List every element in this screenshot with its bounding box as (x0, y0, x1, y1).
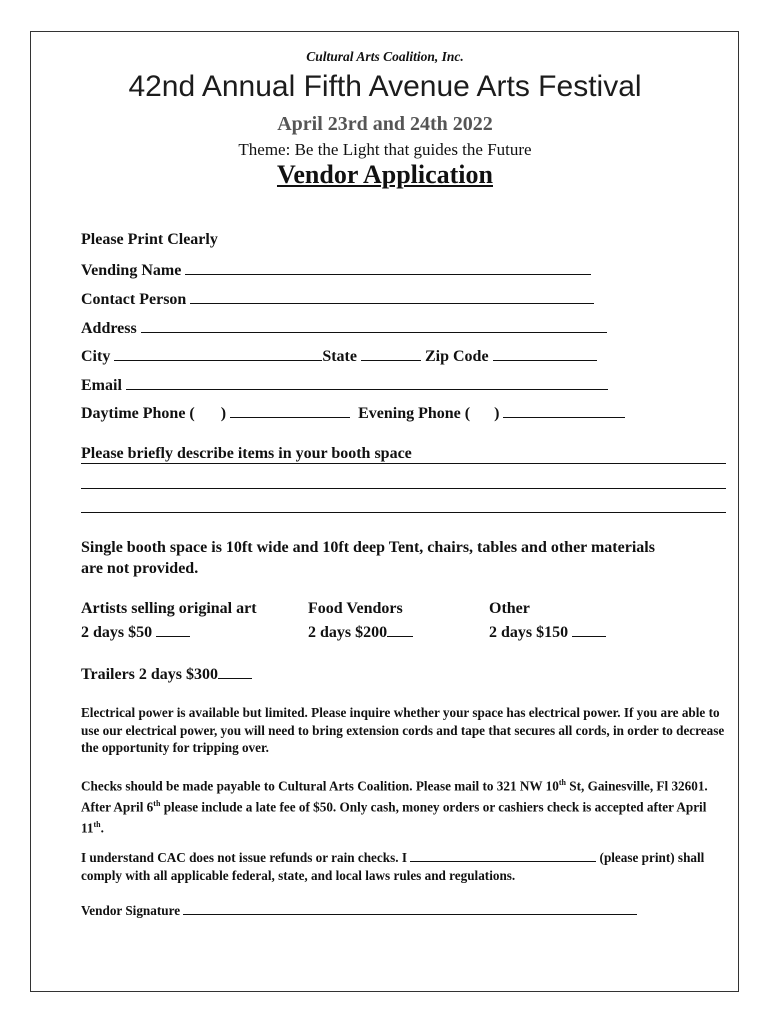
refund-text-b: (please print) shall comply with all applicable federal, state, and local laws rules and regulations. (81, 850, 705, 883)
checks-text-c: please include a late fee of $50. Only cash, money orders or cashiers check is accepted after April 11 (81, 799, 707, 836)
other-select-field[interactable] (572, 622, 606, 637)
describe-line-1[interactable] (81, 463, 726, 464)
payment-notice (81, 774, 731, 837)
food-select-field[interactable] (387, 622, 413, 637)
checks-text-d: . (100, 820, 104, 836)
daytime-phone-field[interactable] (230, 403, 350, 418)
organization-name: Cultural Arts Coalition, Inc. (306, 49, 464, 64)
evening-phone-label: Evening Phone ( (358, 405, 471, 422)
zip-label: Zip Code (424, 348, 489, 365)
city-state-zip-row (81, 346, 597, 366)
category-other-price (489, 622, 606, 642)
category-food-price (308, 622, 413, 642)
email-label: Email (81, 377, 122, 394)
checks-sup-3: th (93, 819, 101, 829)
contact-person-field[interactable] (190, 289, 594, 304)
trailers-row (81, 664, 252, 684)
booth-info-line-1: Single booth space is 10ft wide and 10ft deep Tent, chairs, tables and other materials (81, 539, 655, 556)
signature-label: Vendor Signature (81, 903, 181, 918)
checks-sup-2: th (153, 798, 161, 808)
evening-phone-field[interactable] (503, 403, 625, 418)
trailers-select-field[interactable] (218, 664, 252, 679)
vending-name-field[interactable] (185, 260, 591, 275)
contact-person-label: Contact Person (81, 291, 187, 308)
category-artists-name: Artists selling original art (81, 600, 257, 617)
event-dates: April 23rd and 24th 2022 (277, 113, 493, 135)
event-theme: Theme: Be the Light that guides the Future (238, 140, 532, 159)
page-title: 42nd Annual Fifth Avenue Arts Festival (128, 70, 642, 103)
printed-name-field[interactable] (410, 849, 596, 862)
zip-field[interactable] (493, 346, 597, 361)
state-field[interactable] (361, 346, 421, 361)
address-field[interactable] (141, 318, 607, 333)
describe-line-3[interactable] (81, 512, 726, 513)
address-label: Address (81, 320, 137, 337)
email-row (81, 375, 608, 395)
contact-person-row (81, 289, 594, 309)
checks-sup-1: th (558, 778, 566, 787)
artists-select-field[interactable] (156, 622, 190, 637)
form-heading: Vendor Application (276, 160, 493, 189)
daytime-phone-label: Daytime Phone ( (81, 405, 195, 422)
food-price-label: 2 days $200 (308, 624, 388, 641)
city-field[interactable] (114, 346, 322, 361)
vendor-signature-field[interactable] (183, 902, 637, 915)
other-price-label: 2 days $150 (489, 624, 569, 641)
evening-phone-close: ) (494, 405, 500, 422)
city-label: City (81, 348, 111, 365)
refund-text-a: I understand CAC does not issue refunds or rain checks. I (81, 850, 407, 865)
category-other-name: Other (489, 600, 530, 617)
refund-notice (81, 849, 731, 884)
vending-name-label: Vending Name (81, 262, 182, 279)
checks-text-a: Checks should be made payable to Cultural Arts Coalition. Please mail to 321 NW 10 (81, 778, 559, 794)
trailers-label: Trailers 2 days $300 (81, 666, 219, 683)
email-field[interactable] (126, 375, 608, 390)
category-food-name: Food Vendors (308, 600, 403, 617)
electrical-notice: Electrical power is available but limited. Please inquire whether your space has electrical power. If you are able to use our electrical power, you will need to bring extension cords and tape that secures all cords, in order to decrease the opportunity for tripping over. (81, 705, 725, 755)
checks-text-b: St, Gainesville, Fl 32601. After April 6 (81, 778, 708, 815)
daytime-phone-close: ) (220, 405, 227, 422)
booth-info-line-2: are not provided. (81, 560, 199, 577)
describe-items-label: Please briefly describe items in your booth space (81, 445, 412, 462)
category-artists-price (81, 622, 190, 642)
phone-row (81, 403, 625, 423)
address-row (81, 318, 607, 338)
describe-line-2[interactable] (81, 488, 726, 489)
vending-name-row (81, 260, 591, 280)
artists-price-label: 2 days $50 (81, 624, 153, 641)
signature-row (81, 902, 637, 919)
print-clearly-label: Please Print Clearly (81, 231, 218, 248)
state-label: State (322, 348, 357, 365)
